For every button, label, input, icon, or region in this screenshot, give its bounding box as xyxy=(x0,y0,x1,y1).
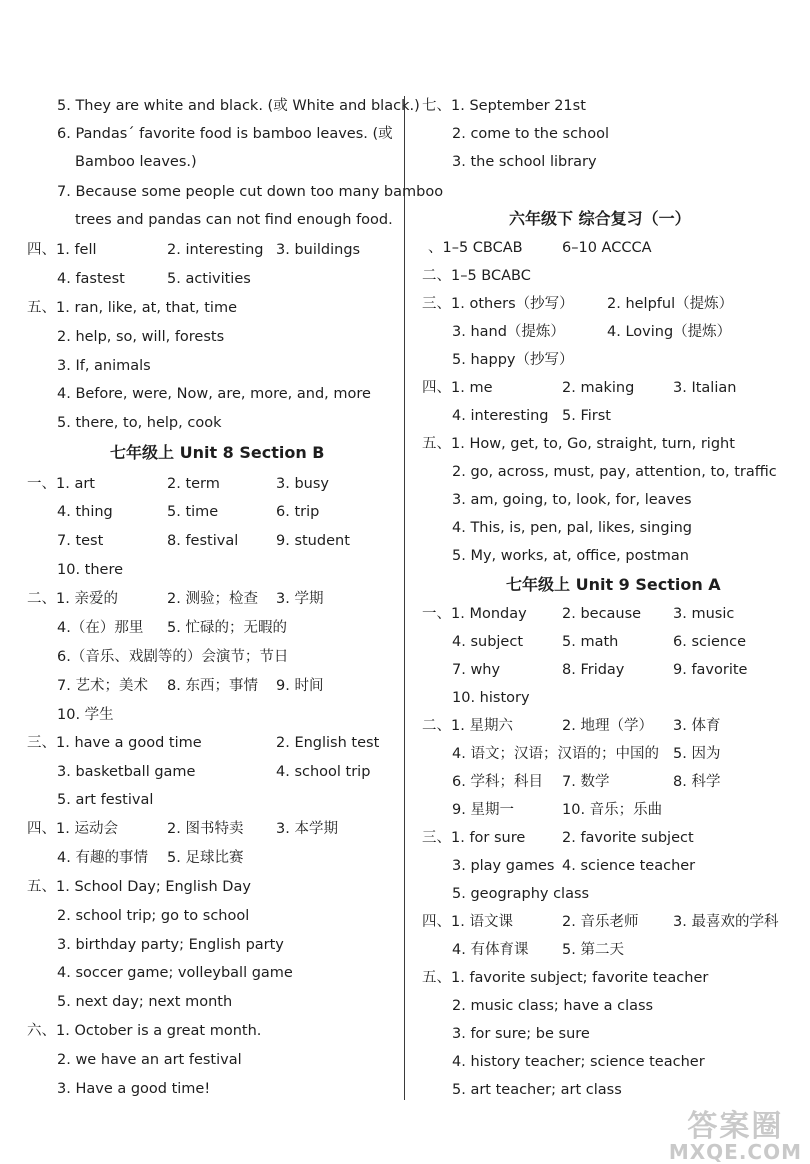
answer-line: 2. English test xyxy=(276,735,380,751)
answer-line: 5. My, works, at, office, postman xyxy=(452,548,689,564)
answer-line: 2. interesting xyxy=(167,242,264,258)
answer-line: 10. 音乐；乐曲 xyxy=(562,802,663,818)
answer-line: 9. 星期一 xyxy=(452,802,514,818)
answer-line: 4. interesting xyxy=(452,408,549,424)
answer-line: 6. trip xyxy=(276,504,320,520)
answer-line: 10. history xyxy=(452,690,530,706)
answer-line: 四、1. 语文课 xyxy=(422,914,513,930)
answer-line: 3. hand（提炼） xyxy=(452,324,565,340)
answer-line: 6.（音乐、戏剧等的）会演节；节日 xyxy=(57,649,289,665)
answer-line: 3. am, going, to, look, for, leaves xyxy=(452,492,692,508)
answer-line: 5. next day; next month xyxy=(57,994,233,1010)
answer-line: 四、1. me xyxy=(422,380,493,396)
answer-line: 5. They are white and black. (或 White and black.) xyxy=(57,98,420,114)
answer-line: 二、1–5 BCABC xyxy=(422,268,531,284)
answer-line: 5. art festival xyxy=(57,792,154,808)
answer-line: 5. happy（抄写） xyxy=(452,352,574,368)
section-heading: 六年级下 综合复习（一） xyxy=(509,209,691,228)
answer-line: 5. there, to, help, cook xyxy=(57,415,222,431)
answer-line: 四、1. 运动会 xyxy=(27,821,118,837)
answer-line: 5. geography class xyxy=(452,886,590,902)
answer-line: 10. 学生 xyxy=(57,707,114,723)
answer-line: 4. soccer game; volleyball game xyxy=(57,965,293,981)
answer-line: 、1–5 CBCAB xyxy=(428,240,523,256)
answer-line: 2. come to the school xyxy=(452,126,610,142)
answer-line: 6–10 ACCCA xyxy=(562,240,652,256)
answer-line: 二、1. 亲爱的 xyxy=(27,591,118,607)
answer-line: 2. we have an art festival xyxy=(57,1052,242,1068)
answer-line: 2. term xyxy=(167,476,220,492)
answer-line: 3. the school library xyxy=(452,154,597,170)
answer-line: 3. busy xyxy=(276,476,329,492)
answer-line: 2. because xyxy=(562,606,642,622)
answer-line: 4. thing xyxy=(57,504,113,520)
answer-line: 2. 音乐老师 xyxy=(562,914,639,930)
answer-line: 2. school trip; go to school xyxy=(57,908,250,924)
answer-line: 6. 学科；科目 xyxy=(452,774,543,790)
answer-line: 4. school trip xyxy=(276,764,371,780)
answer-line: 8. 东西；事情 xyxy=(167,678,258,694)
answer-line: 五、1. favorite subject; favorite teacher xyxy=(422,970,709,986)
answer-line: 5. 足球比赛 xyxy=(167,850,244,866)
answer-line: 2. help, so, will, forests xyxy=(57,329,225,345)
answer-line: 5. time xyxy=(167,504,219,520)
answer-line: 4. 有趣的事情 xyxy=(57,850,148,866)
answer-line: 3. If, animals xyxy=(57,358,151,374)
answer-line: 七、1. September 21st xyxy=(422,98,586,114)
answer-line: 四、1. fell xyxy=(27,242,97,258)
answer-line: 3. 学期 xyxy=(276,591,324,607)
answer-line: 6. Pandas´ favorite food is bamboo leaves. (或 xyxy=(57,126,393,142)
watermark-text: 答案圈 xyxy=(687,1109,784,1144)
answer-line: 2. making xyxy=(562,380,635,396)
answer-line: 3. Have a good time! xyxy=(57,1081,211,1097)
answer-line: 2. helpful（提炼） xyxy=(607,296,734,312)
answer-line: 2. favorite subject xyxy=(562,830,694,846)
answer-line: 5. First xyxy=(562,408,611,424)
answer-line: 9. favorite xyxy=(673,662,748,678)
answer-line: 3. basketball game xyxy=(57,764,196,780)
answer-line: 8. 科学 xyxy=(673,774,721,790)
answer-line: 10. there xyxy=(57,562,124,578)
answer-line: 一、1. art xyxy=(27,476,95,492)
answer-line: 二、1. 星期六 xyxy=(422,718,513,734)
answer-line: 8. festival xyxy=(167,533,239,549)
answer-line: 3. Italian xyxy=(673,380,737,396)
answer-line: 2. 测验；检查 xyxy=(167,591,258,607)
answer-line: 4. 有体育课 xyxy=(452,942,529,958)
answer-line: 7. 艺术；美术 xyxy=(57,678,148,694)
answer-line: 3. birthday party; English party xyxy=(57,937,284,953)
answer-line: 4. history teacher; science teacher xyxy=(452,1054,705,1070)
answer-line: 2. 地理（学） xyxy=(562,718,653,734)
column-divider xyxy=(404,96,405,1100)
answer-line: 4. science teacher xyxy=(562,858,696,874)
answer-line: 五、1. School Day; English Day xyxy=(27,879,251,895)
answer-line: 2. go, across, must, pay, attention, to, traffic xyxy=(452,464,777,480)
answer-line: 3. 本学期 xyxy=(276,821,338,837)
answer-line: 5. activities xyxy=(167,271,251,287)
answer-line: 5. math xyxy=(562,634,619,650)
answer-line: 2. 图书特卖 xyxy=(167,821,244,837)
answer-line: 三、1. have a good time xyxy=(27,735,202,751)
watermark-url: MXQE.COM xyxy=(668,1140,802,1164)
answer-line: 4. 语文；汉语；汉语的；中国的 xyxy=(452,746,659,762)
answer-line: 3. for sure; be sure xyxy=(452,1026,590,1042)
answer-line: 六、1. October is a great month. xyxy=(27,1023,262,1039)
answer-line: 9. 时间 xyxy=(276,678,324,694)
answer-line: 4. fastest xyxy=(57,271,125,287)
answer-line: 5. 忙碌的；无暇的 xyxy=(167,620,287,636)
answer-line: 9. student xyxy=(276,533,350,549)
answer-line: 8. Friday xyxy=(562,662,625,678)
answer-line: 三、1. others（抄写） xyxy=(422,296,574,312)
answer-line: 五、1. ran, like, at, that, time xyxy=(27,300,237,316)
answer-line: 7. Because some people cut down too many bamboo xyxy=(57,184,444,200)
answer-line: 三、1. for sure xyxy=(422,830,526,846)
answer-line: 5. 第二天 xyxy=(562,942,624,958)
section-heading: 七年级上 Unit 9 Section A xyxy=(506,575,721,594)
answer-line: 4.（在）那里 xyxy=(57,620,144,636)
answer-line: 6. science xyxy=(673,634,747,650)
answer-line: 3. play games xyxy=(452,858,555,874)
answer-line: 7. why xyxy=(452,662,501,678)
answer-line: 4. This, is, pen, pal, likes, singing xyxy=(452,520,692,536)
answer-line: 7. test xyxy=(57,533,104,549)
answer-line: 3. buildings xyxy=(276,242,361,258)
answer-line: 3. 最喜欢的学科 xyxy=(673,914,779,930)
answer-line: 7. 数学 xyxy=(562,774,610,790)
answer-line: 五、1. How, get, to, Go, straight, turn, right xyxy=(422,436,735,452)
answer-line: 4. Before, were, Now, are, more, and, more xyxy=(57,386,371,402)
answer-line: 5. 因为 xyxy=(673,746,721,762)
answer-line: 5. art teacher; art class xyxy=(452,1082,622,1098)
answer-line: 3. music xyxy=(673,606,735,622)
section-heading: 七年级上 Unit 8 Section B xyxy=(110,443,325,462)
answer-line: 3. 体育 xyxy=(673,718,721,734)
answer-line: 4. subject xyxy=(452,634,523,650)
answer-line: trees and pandas can not find enough food. xyxy=(75,212,393,228)
answer-line: 4. Loving（提炼） xyxy=(607,324,732,340)
answer-line: 2. music class; have a class xyxy=(452,998,654,1014)
answer-line: Bamboo leaves.) xyxy=(75,154,197,170)
watermark-logo xyxy=(668,1109,802,1164)
answer-line: 一、1. Monday xyxy=(422,606,527,622)
